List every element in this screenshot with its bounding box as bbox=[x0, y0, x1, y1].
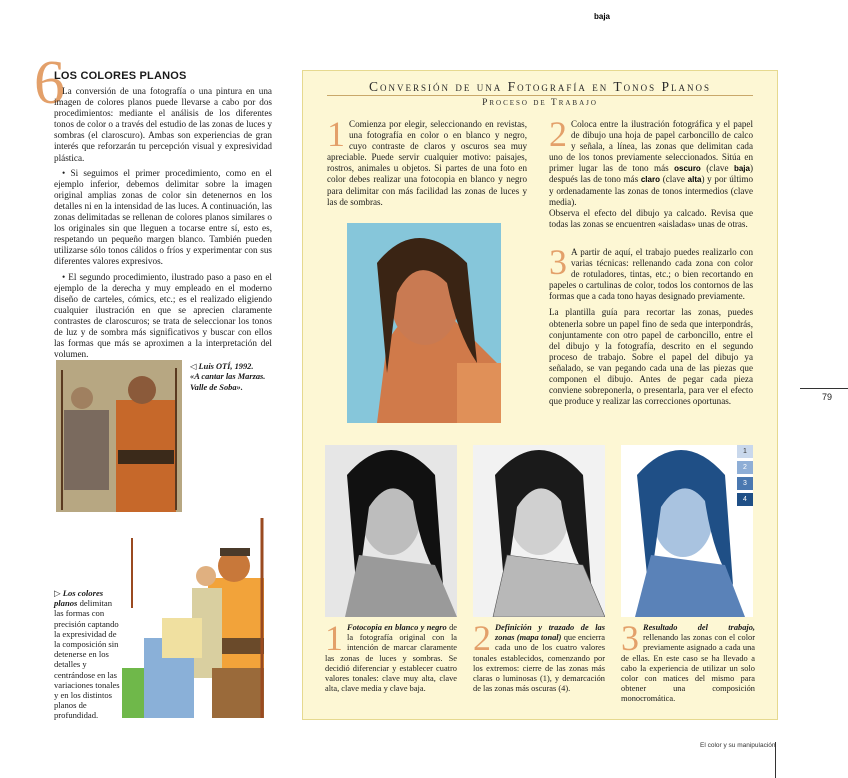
bottom-caption-3-bold: Resultado del trabajo, bbox=[643, 623, 755, 632]
step-2-text-e: ) y por último y ordenadamente las zonas de tonos intermedios (clave media). bbox=[549, 174, 754, 207]
step-1 bbox=[327, 114, 527, 208]
caption-bottom-marker: ▷ bbox=[54, 588, 61, 598]
caption-top-line1: Luis OTÍ, 1992. bbox=[198, 362, 254, 371]
step-1-number: 1 bbox=[327, 114, 345, 154]
painting-illustration bbox=[56, 360, 182, 512]
bottom-caption-1-bold: Fotocopia en blanco y negro bbox=[347, 623, 447, 632]
portrait-color bbox=[347, 223, 501, 423]
step-3-text: A partir de aquí, el trabajo puedes realizarlo con varias técnicas: rellenando cada zona con color de rotuladores, tintas, etc.; o bien recortando en papeles o cartulinas de color, todos los contornos de las formas que a cada tono hayas designado previamente. bbox=[549, 247, 753, 302]
section-body bbox=[54, 86, 272, 364]
bottom-caption-2-number: 2 bbox=[473, 618, 491, 658]
step-2-text-f: Observa el efecto del dibujo ya calcado. Revisa que todas las zonas se encuentren «aisladas» unas de otras. bbox=[549, 207, 753, 229]
step-3 bbox=[549, 242, 753, 412]
page-edge-rule bbox=[800, 388, 848, 389]
bottom-caption-2-text: que encierra cada uno de los cuatro valores tonales establecidos, comenzando por los extremos: cierre de las zonas más claras o luminosas (1), y demarcación de las zonas más oscuras (4). bbox=[473, 633, 605, 694]
overlay-label-oscuro: oscuro bbox=[674, 164, 701, 174]
step-2-text-d: (clave bbox=[662, 174, 685, 185]
step-1-text: Comienza por elegir, seleccionando en revistas, una fotografía en color o en blanco y negro, cuyo contraste de claros y oscuros sea muy apreciable. Puede servir cualquier motivo: paisajes, rostros, animales u objetos. Si partes de una foto en color debes realizar una fotocopia en blanco y negro para delimitar con más facilidad las zonas de luces y las de sombras. bbox=[327, 119, 527, 207]
bottom-caption-3 bbox=[621, 618, 755, 705]
portrait-tonal-map bbox=[473, 445, 605, 617]
step-3-text-2: La plantilla guía para recortar las zonas, puedes obtenerla sobre un papel fino de seda que interpondrás, conjuntamente con otro papel de carboncillo, entre el del dibujo y la fotografía, descrito en el segundo proceso de trabajo. Sobre el papel del dibujo ya señalado, se van pegando cada una de las piezas que componen el dibujo. Antes de pegar cada pieza conviene sobreponerla, o presentarla, para ver el efecto que produce y realizar las correcciones oportunas. bbox=[549, 307, 753, 407]
flat-color-illustration bbox=[122, 518, 274, 718]
portrait-bw bbox=[325, 445, 457, 617]
process-panel bbox=[302, 70, 778, 720]
caption-bottom-bold: Los colores planos bbox=[54, 588, 104, 609]
paragraph-3: • El segundo procedimiento, ilustrado paso a paso en el ejemplo de la derecha y muy empleado en el moderno diseño de carteles, cómics, etc.; es el realizado eligiendo cualquier ilustración en que se aprecien claramente contrastes de claroscuros; se trata de seleccionar los tonos de luz y de sombra más significativos y buscar con ellos las formas que más se aproximen a la interpretación del volumen. bbox=[54, 271, 272, 360]
portrait-monochrome bbox=[621, 445, 753, 617]
bottom-caption-3-number: 3 bbox=[621, 618, 639, 658]
running-footer: El color y su manipulación bbox=[700, 742, 776, 749]
panel-title: Conversión de una Fotografía en Tonos Planos bbox=[368, 79, 712, 94]
bottom-caption-3-text: rellenando las zonas con el color previamente asignado a cada una de ellas. En este caso se ha llevado a cabo la experiencia de utilizar un solo color con matices del mismo para obtener una composición monocromática. bbox=[621, 633, 755, 704]
section-number: 6 bbox=[34, 49, 65, 117]
caption-top-marker: ◁ bbox=[190, 362, 197, 371]
step-3-number: 3 bbox=[549, 242, 567, 282]
overlay-label-baja: baja bbox=[594, 12, 611, 21]
step-2-text-b: (clave bbox=[706, 163, 729, 174]
step-2 bbox=[549, 114, 754, 230]
legend-key-1: 1 bbox=[737, 445, 753, 458]
color-photo bbox=[347, 223, 501, 423]
bottom-caption-1-number: 1 bbox=[325, 618, 343, 658]
step-2-text-c: ) después las de tono más bbox=[549, 163, 753, 185]
legend-key-3: 3 bbox=[737, 477, 753, 490]
panel-subtitle: Proceso de Trabajo bbox=[482, 98, 598, 108]
section-title: LOS COLORES PLANOS bbox=[54, 70, 187, 82]
bottom-caption-2 bbox=[473, 618, 605, 694]
bw-photocopy bbox=[325, 445, 457, 617]
overlay-label-claro: claro bbox=[640, 175, 660, 185]
caption-bottom-text: delimitan las formas con precisión captando la expresividad de la composición sin detenerse en los detalles y centrándose en las variaciones tonales y en los distintos planos de profundidad. bbox=[54, 598, 120, 721]
monochrome-result bbox=[621, 445, 753, 617]
painting-image-top bbox=[56, 360, 182, 512]
bottom-caption-2-bold: Definición y trazado de las zonas (mapa tonal) bbox=[495, 623, 605, 643]
page-number: 79 bbox=[822, 392, 833, 402]
caption-top bbox=[190, 362, 278, 393]
title-rule bbox=[327, 95, 753, 96]
paragraph-2: • Si seguimos el primer procedimiento, como en el ejemplo inferior, debemos delimitar sobre la imagen original amplias zonas de color sin detenernos en los detalles ni en la intensidad de las luces. A continuación, las zonas delimitadas se rellenan de colores planos similares o los originales sin que lleguen a tocarse entre sí, esto es, respetando un pequeño margen blanco. También pueden utilizarse sólo tonos cálidos o fríos y experimentar con sus diferentes valores expresivos. bbox=[54, 167, 272, 267]
step-2-text-a: Coloca entre la ilustración fotográfica y el papel de dibujo una hoja de papel carboncillo de calco y señala, a línea, las zonas que delimitan cada uno de los tonos previamente seleccionados. Sitúa en primer lugar las de tono más bbox=[549, 119, 753, 174]
overlay-label-baja-inline: baja bbox=[733, 164, 750, 174]
tonal-map bbox=[473, 445, 605, 617]
legend-key-2: 2 bbox=[737, 461, 753, 474]
flat-color-figure bbox=[122, 518, 274, 718]
caption-top-line3: Valle de Soba». bbox=[190, 382, 243, 392]
legend-key-4: 4 bbox=[737, 493, 753, 506]
bottom-caption-1-text: de la fotografía original con la intención de marcar claramente las zonas de luces y sombras. Se decidió diferenciar y establecer cuatro valores tonales: clave muy alta, clave alta, clave media y clave baja. bbox=[325, 623, 458, 694]
step-2-number: 2 bbox=[549, 114, 567, 154]
overlay-label-alta: alta bbox=[687, 175, 702, 185]
paragraph-1: La conversión de una fotografía o una pintura en una imagen de colores planos puede llevarse a cabo por dos procedimientos: mediante el análisis de los diferentes tonos de color o a través del estudio de las zonas de luces y sombras (el claroscuro). Ambas son experiencias de gran interés que reforzarán tu percepción visual y expresividad plástica. bbox=[54, 86, 272, 163]
caption-top-line2: «A cantar las Marzas. bbox=[190, 372, 266, 382]
bottom-caption-1 bbox=[325, 618, 458, 694]
caption-bottom bbox=[54, 588, 120, 721]
